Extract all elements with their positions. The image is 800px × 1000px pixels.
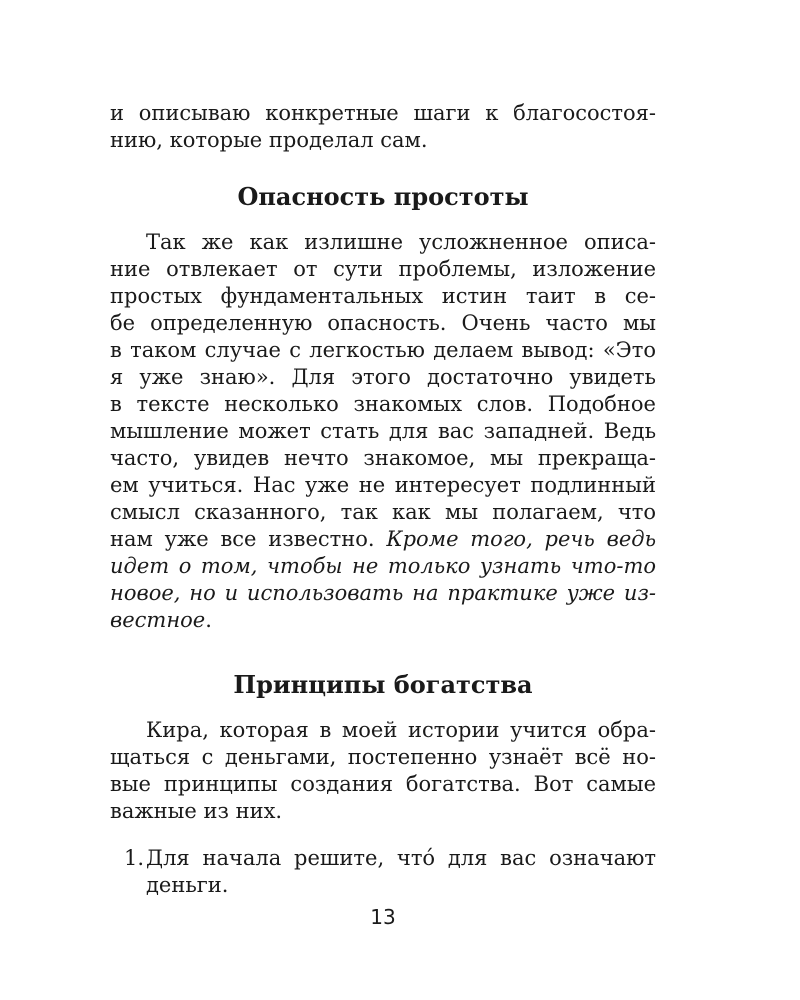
text-line: простых фундаментальных истин таит в се-	[110, 284, 656, 308]
text-line: вые принципы создания богатства. Вот самые	[110, 772, 656, 796]
text-line: Для начала решите, чтó для вас означают	[146, 846, 656, 870]
section-heading-danger-of-simplicity: Опасность простоты	[237, 182, 529, 211]
section-paragraph	[110, 229, 656, 634]
list-item	[110, 845, 656, 899]
italic-text: вестное	[110, 608, 206, 632]
text-line-last	[110, 607, 656, 634]
italic-text-line: новое, но и использовать на практике уже из-	[110, 581, 656, 605]
text-line: нию, которые проделал сам.	[110, 128, 428, 152]
text-line: и описываю конкретные шаги к благосостоя-	[110, 101, 656, 125]
text-line-mixed	[110, 526, 656, 553]
text-line: я уже знаю». Для этого достаточно увидеть	[110, 365, 656, 389]
text-line: Кира, которая в моей истории учится обра-	[146, 718, 656, 742]
text-line: смысл сказанного, так как мы полагаем, что	[110, 500, 656, 524]
text-line: ем учиться. Нас уже не интересует подлинный	[110, 473, 656, 497]
text-line: бе определенную опасность. Очень часто мы	[110, 311, 656, 335]
period: .	[205, 608, 212, 632]
text-line: мышление может стать для вас западней. Ведь	[110, 419, 656, 443]
list-number: 1.	[124, 846, 145, 870]
text-line: деньги.	[146, 873, 229, 897]
page-body	[110, 100, 656, 899]
text-line: важные из них.	[110, 799, 283, 823]
italic-text-line: идет о том, чтобы не только узнать что-то	[110, 554, 656, 578]
plain-text: нам уже все известно.	[110, 527, 387, 551]
text-line: в таком случае с легкостью делаем вывод: «Это	[110, 338, 656, 362]
section-heading-principles-of-wealth: Принципы богатства	[233, 670, 533, 699]
text-line: ние отвлекает от сути проблемы, изложение	[110, 257, 656, 281]
list-body	[146, 845, 656, 899]
text-line: щаться с деньгами, постепенно узнаёт всё но-	[110, 745, 656, 769]
text-line: часто, увидев нечто знакомое, мы прекраща-	[110, 446, 656, 470]
section-paragraph	[110, 717, 656, 825]
italic-text: Кроме того, речь ведь	[386, 527, 657, 551]
text-line: Так же как излишне усложненное описа-	[146, 230, 656, 254]
spacer	[110, 825, 656, 845]
text-line: в тексте несколько знакомых слов. Подобное	[110, 392, 656, 416]
intro-paragraph	[110, 100, 656, 154]
page-number: 13	[370, 905, 396, 929]
